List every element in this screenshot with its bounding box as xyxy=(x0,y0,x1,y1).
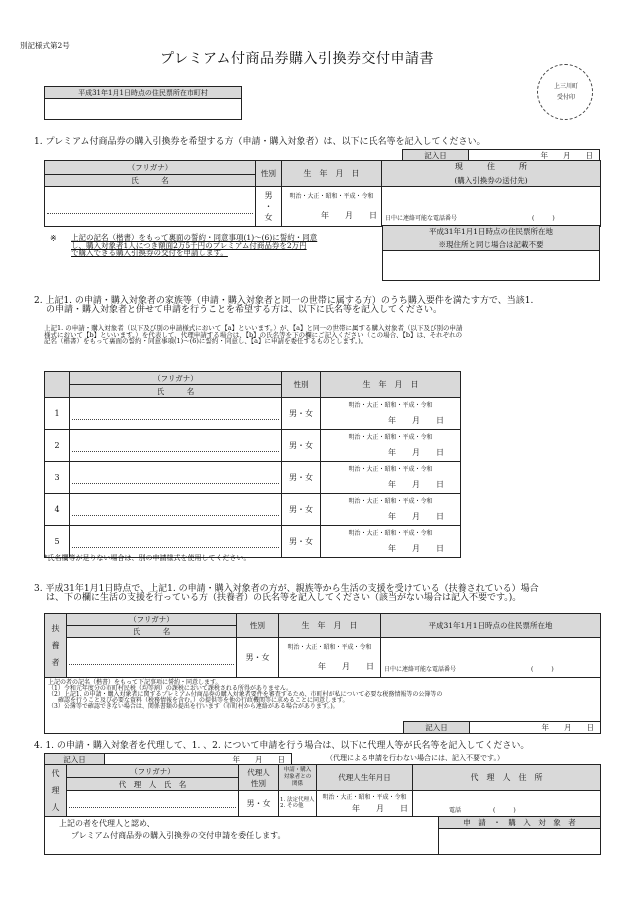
stamp-town: 上三川町 xyxy=(553,83,578,90)
section2-small-2: 様式において【b】といいます。）を代表して、代理申請する場合は、【b】の氏名等を下の欄にご記入ください（この場合、【b】は、それぞれの xyxy=(44,330,463,339)
relation-label-3: 関係 xyxy=(291,781,303,788)
dob-field[interactable] xyxy=(279,638,381,678)
applicant-header: 申 請 ・ 購 入 対 象 者 xyxy=(439,817,601,829)
entry-date-label: 記入日 xyxy=(45,754,105,766)
sex-header: 性別 xyxy=(282,372,321,398)
proxy-sex-header xyxy=(239,765,279,791)
name-field[interactable] xyxy=(45,187,256,227)
sex-male: 男 xyxy=(264,191,273,200)
table-row xyxy=(45,526,461,558)
consent-line-1: （1）令和元年度分の市町村民税（均等割）の課税において課税される所得がありません。 xyxy=(48,685,293,692)
section3-entry-date xyxy=(403,721,601,734)
era-options: 明治・大正・昭和・平成・令和 xyxy=(322,793,407,801)
side-char-2: 理 xyxy=(51,786,60,795)
row-number: 3 xyxy=(45,462,70,494)
dob-units: 年 月 日 xyxy=(388,479,444,489)
table-row xyxy=(45,430,461,462)
relation-choice[interactable] xyxy=(279,791,317,817)
section1-text: 1. プレミアム付商品券の購入引換券を希望する方（申請・購入対象者）は、以下に氏名等を記入してください。 xyxy=(34,137,486,147)
entry-date-field[interactable]: 年 月 日 xyxy=(105,754,292,766)
relation-label-1: 申請・購入 xyxy=(283,766,312,773)
furigana-header: （フリガナ） xyxy=(67,614,237,626)
era-options: 明治・大正・昭和・平成・令和 xyxy=(348,529,433,537)
section1-residence-table xyxy=(382,225,600,281)
note-line-1: 上記の記名（楷書）をもって裏面の誓約・同意事項(1)～(6)に誓約・同意 xyxy=(71,233,318,242)
section2-small-3: 記名（楷書）をもって裏面の誓約・同意事項(1)～(6)に誓約・同意し、【a】に申請を委任するものとします。)。 xyxy=(44,337,368,345)
row-number-header xyxy=(45,372,70,398)
era-options: 明治・大正・昭和・平成・令和 xyxy=(287,643,372,651)
phone-paren: ( ) xyxy=(493,807,516,814)
name-field[interactable] xyxy=(70,494,282,526)
residence-header xyxy=(383,226,600,251)
era-options: 明治・大正・昭和・平成・令和 xyxy=(348,465,433,473)
sex-choice[interactable] xyxy=(256,187,282,227)
section2-line-1: 2. 上記1. の申請・購入対象者の家族等（申請・購入対象者と同一の世帯に属する方）のうち購入要件を満たす方で、当該1. xyxy=(34,296,534,306)
proxy-name-field[interactable] xyxy=(67,791,239,817)
delegation-table xyxy=(44,816,601,855)
address-header-sub: (購入引換券の送付先) xyxy=(454,176,528,185)
sex-choice[interactable]: 男・女 xyxy=(282,430,321,462)
table-row xyxy=(45,462,461,494)
address-field[interactable] xyxy=(382,187,601,227)
furigana-header: （フリガナ） xyxy=(67,765,239,778)
name-field[interactable] xyxy=(70,526,282,558)
section1-note xyxy=(71,234,317,257)
dob-field[interactable] xyxy=(321,526,461,558)
proxy-address-header: 代 理 人 住 所 xyxy=(413,765,601,791)
delegation-line-1: 上記の者を代理人と認め、 xyxy=(59,819,155,828)
furigana-line xyxy=(47,200,253,214)
sex-choice[interactable]: 男・女 xyxy=(282,398,321,430)
name-field[interactable] xyxy=(70,430,282,462)
name-header: 氏 名 xyxy=(45,175,256,187)
dob-header: 生 年 月 日 xyxy=(321,372,461,398)
section2-footnote: *氏名欄等が足りない場合は、別の申請様式を使用してください。 xyxy=(44,554,251,562)
section1-applicant-table xyxy=(44,160,601,227)
name-field[interactable] xyxy=(70,398,282,430)
section3-line-2: は、下の欄に生活の支援を行っている方（扶養者）の氏名等を記入してください（該当がない場合は記入不要です。)。 xyxy=(46,593,522,603)
dob-units: 年 月 日 xyxy=(388,415,444,425)
proxy-side-label xyxy=(45,765,67,817)
consent-line-3: 確認を行うこと及び必要な資料（税務情報を含む。）の提供等を他の行政機関等に求めることに同意します。 xyxy=(58,697,349,704)
era-options: 明治・大正・昭和・平成・令和 xyxy=(289,192,374,200)
sex-choice[interactable]: 男・女 xyxy=(282,526,321,558)
delegation-line-2: プレミアム付商品券の購入引換券の交付申請を委任します。 xyxy=(71,831,286,840)
entry-date-field[interactable]: 年 月 日 xyxy=(541,723,594,732)
name-field[interactable] xyxy=(70,462,282,494)
name-header: 氏 名 xyxy=(70,385,282,398)
dob-units: 年 月 日 xyxy=(388,447,444,457)
residence-address-field[interactable] xyxy=(383,251,600,281)
sex-header: 性別 xyxy=(256,161,282,187)
era-options: 明治・大正・昭和・平成・令和 xyxy=(348,497,433,505)
furigana-header: （フリガナ） xyxy=(45,161,256,175)
furigana-header: （フリガナ） xyxy=(70,372,282,385)
page-title: プレミアム付商品券購入引換券交付申請書 xyxy=(160,51,434,67)
row-number: 5 xyxy=(45,526,70,558)
dob-field[interactable] xyxy=(282,187,382,227)
dob-units: 年 月 日 xyxy=(388,511,444,521)
dob-field[interactable] xyxy=(321,430,461,462)
dob-field[interactable] xyxy=(321,462,461,494)
section4-note: （代理による申請を行わない場合には、記入不要です。） xyxy=(326,754,504,762)
phone-label: 電話 xyxy=(449,807,462,814)
entry-date-field[interactable]: 年 月 日 xyxy=(469,150,600,162)
side-char-1: 扶 xyxy=(51,624,60,633)
dob-header: 生 年 月 日 xyxy=(282,161,382,187)
side-char-2: 養 xyxy=(51,641,60,650)
relation-header xyxy=(279,765,317,791)
section3-line-1: 3. 平成31年1月1日時点で、上記1. の申請・購入対象者の方が、親族等から生活の支援を受けている（扶養されている）場合 xyxy=(34,584,539,594)
note-line-3: で購入できる購入引換券の交付を申請します。 xyxy=(71,248,228,257)
side-char-1: 代 xyxy=(51,769,60,778)
section4-proxy-table xyxy=(44,764,601,817)
residence-header-label: 平成31年1月1日時点の住民票所在地 xyxy=(428,227,554,236)
row-number: 4 xyxy=(45,494,70,526)
consent-line-0: 上記の者の記名（楷書）をもって下記事項に誓約・同意します。 xyxy=(48,679,222,686)
address-header xyxy=(382,161,601,187)
table-row xyxy=(45,494,461,526)
proxy-sex-choice[interactable]: 男・女 xyxy=(239,791,279,817)
dob-units: 年 月 日 xyxy=(318,661,374,671)
dob-field[interactable] xyxy=(321,398,461,430)
sex-separator: ・ xyxy=(264,202,273,211)
reception-stamp xyxy=(537,64,593,120)
table-row xyxy=(45,398,461,430)
stamp-label: 受付印 xyxy=(556,94,575,101)
relation-option-2: 2. その他 xyxy=(280,802,304,809)
sex-choice[interactable]: 男・女 xyxy=(282,494,321,526)
section3-text xyxy=(34,585,539,603)
row-number: 1 xyxy=(45,398,70,430)
phone-label: 日中に連絡可能な電話番号 xyxy=(385,215,458,222)
section2-small xyxy=(44,325,463,345)
section4-text: 4. 1. の申請・購入対象者を代理して、1. 、2. について申請を行う場合は、以下に代理人等が氏名等を記入してください。 xyxy=(34,741,530,751)
section3-supporter-table xyxy=(44,613,601,734)
section2-line-2: の申請・購入対象者と併せて申請を行うことを希望する方は、以下に氏名等を記入してください。 xyxy=(46,305,443,315)
note-mark: ※ xyxy=(50,234,57,243)
sex-choice[interactable]: 男・女 xyxy=(237,638,279,678)
form-number: 別記様式第2号 xyxy=(20,41,70,50)
section2-family-table xyxy=(44,371,461,558)
proxy-dob-header: 代理人生年月日 xyxy=(317,765,413,791)
applicant-field[interactable] xyxy=(439,829,601,855)
row-number: 2 xyxy=(45,430,70,462)
residence-municipality-box xyxy=(44,86,242,120)
name-field[interactable] xyxy=(67,638,237,678)
entry-date-label: 記入日 xyxy=(404,722,470,733)
consent-notes xyxy=(48,680,597,710)
dob-units: 年 月 日 xyxy=(388,543,444,553)
address-header-label: 現 住 所 xyxy=(455,162,527,171)
dob-field[interactable] xyxy=(321,494,461,526)
sex-header: 性別 xyxy=(237,614,279,638)
era-options: 明治・大正・昭和・平成・令和 xyxy=(348,401,433,409)
note-line-2: し、購入対象者1人につき額面2万5千円のプレミアム付商品券を2万円 xyxy=(71,240,307,250)
era-options: 明治・大正・昭和・平成・令和 xyxy=(348,433,433,441)
proxy-sex-label-2: 性別 xyxy=(251,778,266,788)
proxy-address-field[interactable] xyxy=(413,791,601,817)
residence-header: 平成31年1月1日時点の住民票所在地 xyxy=(381,614,601,638)
dob-header: 生 年 月 日 xyxy=(279,614,381,638)
entry-date-label: 記入日 xyxy=(403,150,469,162)
sex-choice[interactable]: 男・女 xyxy=(282,462,321,494)
section2-text xyxy=(34,297,533,315)
proxy-dob-field[interactable] xyxy=(317,791,413,817)
section2-small-1: 上記1. の申請・購入対象者（以下及び別の申請様式において【a】といいます。）が、【a】と同一の世帯に属する購入対象者（以下及び別の申請 xyxy=(44,324,463,332)
residence-field[interactable] xyxy=(381,638,601,678)
relation-option-1: 1. 法定代理人 xyxy=(280,797,315,803)
phone-label: 日中に連絡可能な電話番号 xyxy=(384,666,457,673)
side-char-3: 人 xyxy=(51,803,60,812)
dob-units: 年 月 日 xyxy=(321,210,377,220)
supporter-side-label xyxy=(45,614,67,678)
phone-paren: ( ) xyxy=(532,215,555,222)
delegation-text xyxy=(45,817,439,855)
proxy-sex-label-1: 代理人 xyxy=(247,767,270,777)
residence-header-sub: ※現住所と同じ場合は記載不要 xyxy=(438,240,544,249)
sex-female: 女 xyxy=(264,213,273,222)
residence-field[interactable] xyxy=(45,99,242,120)
relation-label-2: 対象者との xyxy=(283,773,312,780)
side-char-3: 者 xyxy=(51,658,60,667)
consent-line-4: （3）公簿等で確認できない場合は、関係書類の提出を行います（市町村から連絡がある場合があります。)。 xyxy=(48,703,339,710)
dob-units: 年 月 日 xyxy=(352,803,408,813)
consent-line-2: （2）上記1. の申請・購入対象者に関するプレミアム付商品券の購入対象者要件を審査するため、市町村が私について必要な税務情報等の公簿等の xyxy=(48,691,443,698)
proxy-name-header: 代 理 人 氏 名 xyxy=(67,778,239,791)
name-header: 氏 名 xyxy=(67,626,237,638)
residence-label: 平成31年1月1日時点の住民票所在市町村 xyxy=(45,87,242,99)
phone-paren: ( ) xyxy=(531,666,554,673)
consent-block xyxy=(45,678,601,734)
